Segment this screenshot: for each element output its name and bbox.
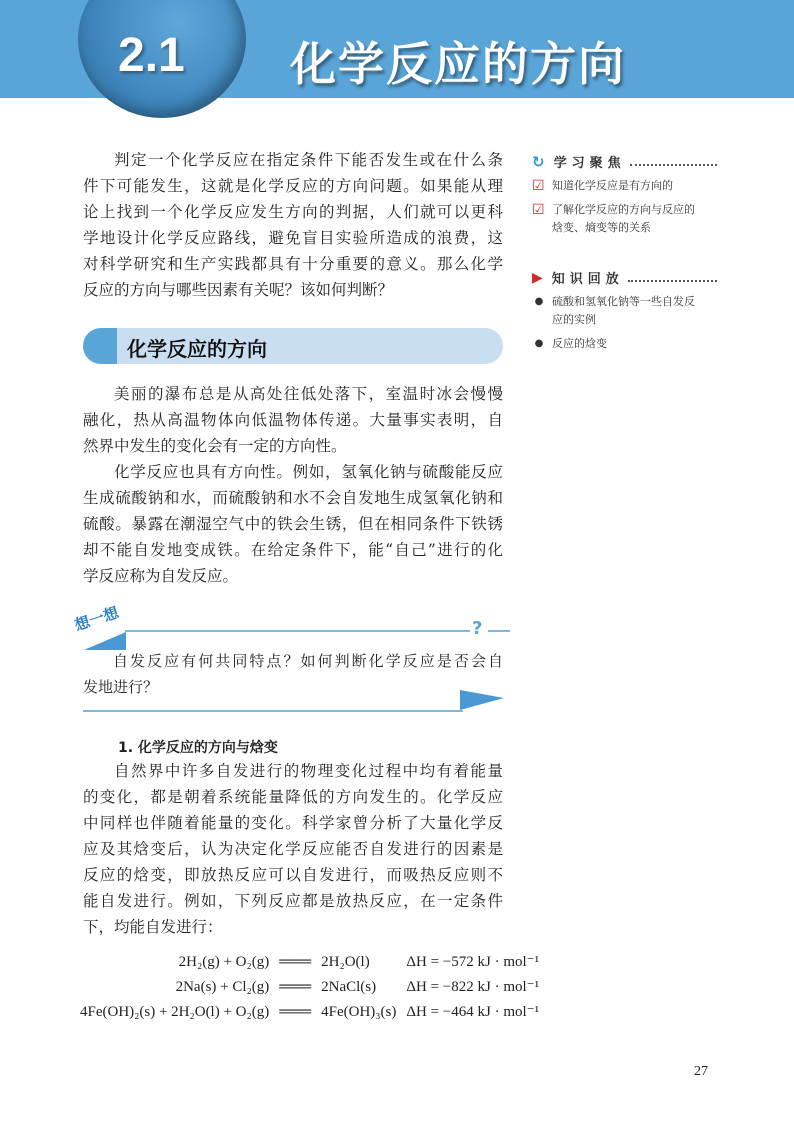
sidebar-item-text: 知道化学反应是有方向的 xyxy=(552,179,673,192)
equation-arrow: ═══ xyxy=(279,1004,312,1020)
equation-dh: ΔH = −464 kJ · mol⁻¹ xyxy=(406,1004,540,1020)
think-box xyxy=(70,600,510,716)
sidebar-item-text: 应的实例 xyxy=(552,313,596,326)
think-label: 想一想 xyxy=(72,603,121,635)
equation-right: 2NaCl(s) xyxy=(321,979,377,995)
text-line: 学反应称为自发反应。 xyxy=(83,567,239,585)
equation-left: 2H₂(g) + O₂(g) xyxy=(178,954,270,970)
equation-arrow: ═══ xyxy=(279,954,312,970)
page-number: 27 xyxy=(694,1064,708,1079)
sidebar-item-text: 焓变、熵变等的关系 xyxy=(552,221,651,234)
sidebar-item xyxy=(532,293,717,329)
page-title: 化学反应的方向 xyxy=(290,37,626,91)
arrow-icon xyxy=(460,690,504,710)
text-line: 的变化，都是朝着系统能量降低的方向发生的。化学反应 xyxy=(83,788,503,806)
triangle-icon: ▶ xyxy=(532,269,548,286)
sidebar-item xyxy=(532,201,717,237)
text-line: 反应的方向与哪些因素有关呢？该如何判断？ xyxy=(83,281,394,299)
text-line: 化学反应也具有方向性。例如，氢氧化钠与硫酸能反应 xyxy=(114,463,503,481)
section-number: 2.1 xyxy=(118,29,185,82)
paragraph-2 xyxy=(83,381,503,459)
text-line: 硫酸。暴露在潮湿空气中的铁会生锈，但在相同条件下铁锈 xyxy=(83,515,503,533)
equation-right: 2H₂O(l) xyxy=(321,954,370,970)
text-line: 反应的焓变，即放热反应可以自发进行，而吸热反应则不 xyxy=(83,866,503,884)
text-line: 自然界中许多自发进行的物理变化过程中均有着能量 xyxy=(114,762,503,780)
focus-title: 学习聚焦 xyxy=(553,156,626,171)
learning-focus xyxy=(532,152,717,237)
text-line: 融化，热从高温物体向低温物体传递。大量事实表明，自 xyxy=(83,411,503,429)
text-line: 判定一个化学反应在指定条件下能否发生或在什么条 xyxy=(114,151,503,169)
equation-right: 4Fe(OH)₃(s) xyxy=(321,1004,397,1020)
question-mark-icon: ? xyxy=(472,618,483,639)
text-line: 中同样也伴随着能量的变化。科学家曾分析了大量化学反 xyxy=(83,814,503,832)
intro-paragraph xyxy=(83,147,503,303)
sidebar-item-text: 了解化学反应的方向与反应的 xyxy=(552,203,695,216)
paragraph-3 xyxy=(83,459,503,589)
text-line: 学地设计化学反应路线，避免盲目实验所造成的浪费，这 xyxy=(83,229,503,247)
text-line: 论上找到一个化学反应发生方向的判据，人们就可以更科 xyxy=(83,203,503,221)
sidebar-item xyxy=(532,335,717,353)
text-line: 对科学研究和生产实践都具有十分重要的意义。那么化学 xyxy=(83,255,503,273)
text-line: 然界中发生的变化会有一定的方向性。 xyxy=(83,437,347,455)
subsection-heading: 1. 化学反应的方向与焓变 xyxy=(118,740,278,756)
divider xyxy=(125,630,470,632)
sidebar-item xyxy=(532,177,717,195)
think-question xyxy=(83,648,503,700)
bullet-icon: ● xyxy=(534,338,544,349)
review-title: 知识回放 xyxy=(551,272,624,287)
knowledge-review xyxy=(532,268,717,353)
section-heading xyxy=(83,328,503,364)
paragraph-4 xyxy=(83,758,503,940)
text-line: 下，均能自发进行： xyxy=(83,918,223,936)
checkbox-icon: ☑ xyxy=(532,202,545,218)
bullet-icon: ● xyxy=(534,296,544,307)
equation-left: 2Na(s) + Cl₂(g) xyxy=(175,979,270,995)
text-line: 却不能自发地变成铁。在给定条件下，能“自己”进行的化 xyxy=(83,541,503,559)
heading-cap xyxy=(83,328,117,364)
checkbox-icon: ☑ xyxy=(532,178,545,194)
equation-left: 4Fe(OH)₂(s) + 2H₂O(l) + O₂(g) xyxy=(80,1004,270,1020)
text-line: 件下可能发生，这就是化学反应的方向问题。如果能从理 xyxy=(83,177,503,195)
section-heading-text: 化学反应的方向 xyxy=(127,337,267,361)
text-line: 美丽的瀑布总是从高处往低处落下，室温时冰会慢慢 xyxy=(114,385,503,403)
sidebar-item-text: 硫酸和氢氧化钠等一些自发反 xyxy=(552,295,695,308)
divider xyxy=(488,630,510,632)
text-line: 生成硫酸钠和水，而硫酸钠和水不会自发地生成氢氧化钠和 xyxy=(83,489,503,507)
equation-dh: ΔH = −822 kJ · mol⁻¹ xyxy=(406,979,540,995)
sidebar-item-text: 反应的焓变 xyxy=(552,337,607,350)
text-line: 应及其焓变后，认为决定化学反应能否自发进行的因素是 xyxy=(83,840,503,858)
equation-arrow: ═══ xyxy=(279,979,312,995)
text-line: 发地进行？ xyxy=(83,678,159,696)
text-line: 能自发进行。例如，下列反应都是放热反应，在一定条件 xyxy=(83,892,503,910)
swirl-icon: ↻ xyxy=(532,152,550,171)
equation-dh: ΔH = −572 kJ · mol⁻¹ xyxy=(406,954,540,970)
divider xyxy=(83,710,463,712)
text-line: 自发反应有何共同特点？如何判断化学反应是否会自 xyxy=(113,652,503,670)
equations xyxy=(80,950,539,1025)
